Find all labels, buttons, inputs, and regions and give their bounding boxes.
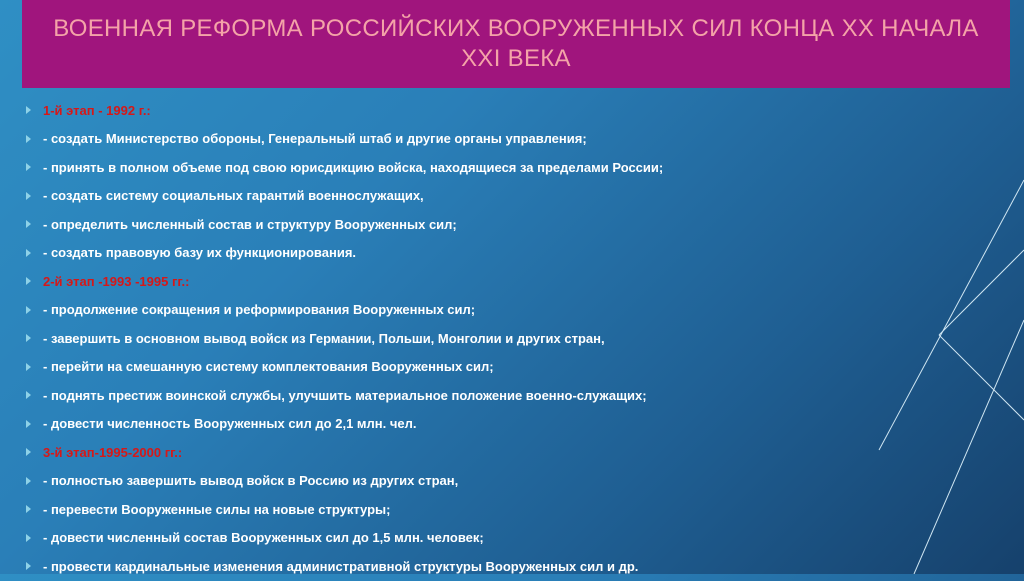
list-item-text: - создать Министерство обороны, Генеральный штаб и другие органы управления; bbox=[43, 131, 587, 147]
list-item-text: - создать правовую базу их функционирования. bbox=[43, 245, 357, 261]
bullet-arrow-icon bbox=[26, 106, 31, 114]
list-item bbox=[26, 353, 816, 382]
bullet-arrow-icon bbox=[26, 277, 31, 285]
bullet-arrow-icon bbox=[26, 477, 31, 485]
list-item bbox=[26, 296, 816, 325]
list-item-text: 3-й этап-1995-2000 гг.: bbox=[43, 444, 183, 460]
bullet-arrow-icon bbox=[26, 363, 31, 371]
list-item-text: - перевести Вооруженные силы на новые структуры; bbox=[43, 501, 391, 517]
bullet-arrow-icon bbox=[26, 249, 31, 257]
bullet-arrow-icon bbox=[26, 534, 31, 542]
deco-line-4 bbox=[914, 320, 1024, 574]
bullet-arrow-icon bbox=[26, 306, 31, 314]
list-item-text: - провести кардинальные изменения административной структуры Вооруженных сил и др. bbox=[43, 558, 639, 574]
list-item bbox=[26, 239, 816, 268]
list-item-text: - продолжение сокращения и реформирования Вооруженных сил; bbox=[43, 302, 476, 318]
list-item bbox=[26, 210, 816, 239]
bullet-arrow-icon bbox=[26, 562, 31, 570]
list-item bbox=[26, 125, 816, 154]
list-item bbox=[26, 153, 816, 182]
list-item bbox=[26, 381, 816, 410]
title-bar bbox=[22, 0, 1010, 88]
list-item-text: - полностью завершить вывод войск в Россию из других стран, bbox=[43, 473, 459, 489]
bullet-arrow-icon bbox=[26, 135, 31, 143]
bullet-arrow-icon bbox=[26, 448, 31, 456]
list-item-text: - определить численный состав и структуру Вооруженных сил; bbox=[43, 216, 457, 232]
deco-line-1 bbox=[939, 250, 1024, 335]
deco-line-3 bbox=[879, 180, 1024, 450]
list-item bbox=[26, 495, 816, 524]
list-item-text: 1-й этап - 1992 г.: bbox=[43, 102, 151, 118]
list-item-text: - принять в полном объеме под свою юрисдикцию войска, находящиеся за пределами России; bbox=[43, 159, 664, 175]
list-item-text: - перейти на смешанную систему комплектования Вооруженных сил; bbox=[43, 359, 494, 375]
deco-line-2 bbox=[939, 335, 1024, 420]
slide-title: ВОЕННАЯ РЕФОРМА РОССИЙСКИХ ВООРУЖЕННЫХ СИЛ КОНЦА XX НАЧАЛА XXI ВЕКА bbox=[53, 15, 979, 72]
list-item bbox=[26, 524, 816, 553]
stage-heading bbox=[26, 267, 816, 296]
list-item bbox=[26, 410, 816, 439]
list-item-text: - завершить в основном вывод войск из Германии, Польши, Монголии и других стран, bbox=[43, 330, 605, 346]
bullet-list bbox=[26, 96, 816, 581]
bullet-arrow-icon bbox=[26, 334, 31, 342]
list-item bbox=[26, 182, 816, 211]
bullet-arrow-icon bbox=[26, 391, 31, 399]
list-item-text: - поднять престиж воинской службы, улучшить материальное положение военно-служащих; bbox=[43, 387, 647, 403]
list-item-text: - довести численность Вооруженных сил до 2,1 млн. чел. bbox=[43, 416, 417, 432]
list-item bbox=[26, 324, 816, 353]
bullet-arrow-icon bbox=[26, 220, 31, 228]
bullet-arrow-icon bbox=[26, 420, 31, 428]
list-item bbox=[26, 467, 816, 496]
list-item-text: - создать систему социальных гарантий военнослужащих, bbox=[43, 188, 424, 204]
bullet-arrow-icon bbox=[26, 505, 31, 513]
stage-heading bbox=[26, 438, 816, 467]
list-item bbox=[26, 552, 816, 581]
bullet-arrow-icon bbox=[26, 192, 31, 200]
list-item-text: 2-й этап -1993 -1995 гг.: bbox=[43, 273, 190, 289]
list-item-text: - довести численный состав Вооруженных сил до 1,5 млн. человек; bbox=[43, 530, 484, 546]
stage-heading bbox=[26, 96, 816, 125]
bullet-arrow-icon bbox=[26, 163, 31, 171]
